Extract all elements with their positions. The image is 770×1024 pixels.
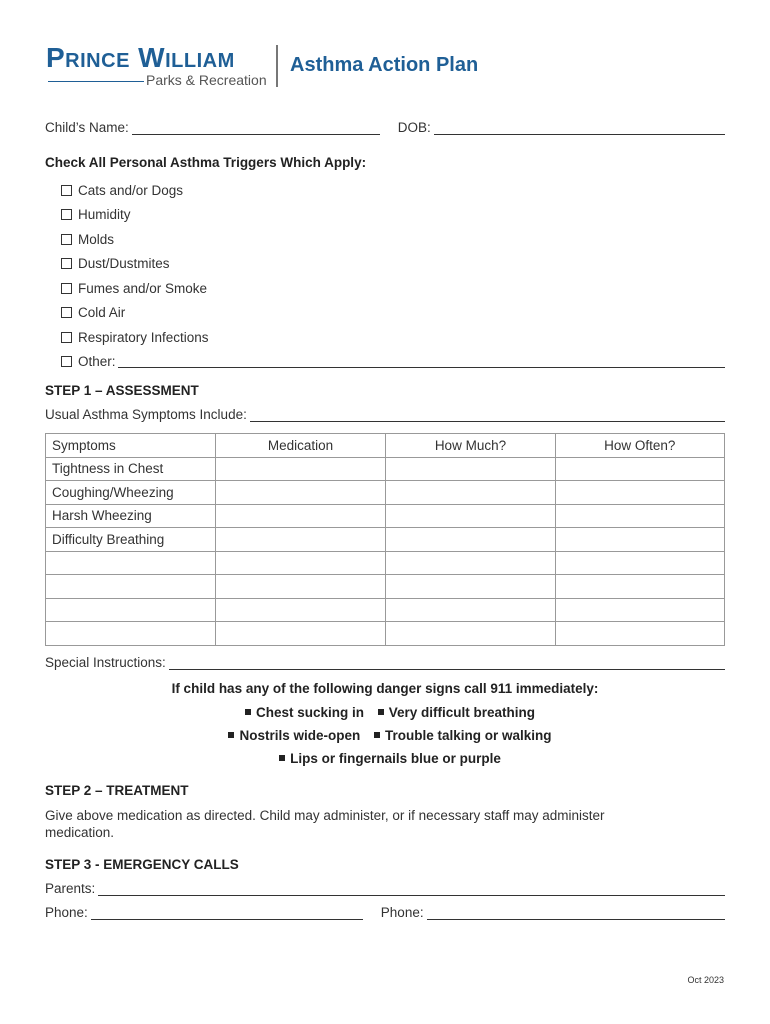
trigger-label: Molds — [78, 231, 115, 247]
th-how-often: How Often? — [555, 434, 724, 458]
bullet-square-icon — [245, 709, 251, 715]
how-often-cell[interactable] — [555, 504, 724, 528]
symptom-cell: Harsh Wheezing — [46, 504, 216, 528]
danger-sign: Very difficult breathing — [388, 705, 536, 720]
how-much-cell[interactable] — [386, 528, 555, 552]
org-logo-name: Prince William — [46, 42, 235, 73]
medication-cell[interactable] — [215, 598, 385, 622]
dob-field[interactable] — [434, 122, 725, 135]
logo-rule — [48, 81, 144, 82]
usual-symptoms-field[interactable] — [250, 409, 725, 422]
trigger-label: Cold Air — [78, 305, 126, 321]
trigger-label: Fumes and/or Smoke — [78, 280, 208, 296]
danger-sign: Lips or fingernails blue or purple — [290, 751, 501, 766]
footer-date: Oct 2023 — [687, 975, 724, 985]
bullet-square-icon — [374, 732, 380, 738]
how-often-cell[interactable] — [555, 481, 724, 505]
bullet-square-icon — [378, 709, 384, 715]
table-row — [46, 457, 725, 481]
danger-signs-title: If child has any of the following danger signs call 911 immediately: — [171, 681, 599, 696]
symptom-cell[interactable] — [46, 575, 216, 599]
trigger-item-other[interactable] — [61, 350, 725, 375]
step1-heading: STEP 1 – ASSESSMENT — [45, 383, 199, 398]
checkbox-icon[interactable] — [61, 307, 72, 318]
danger-sign: Nostrils wide-open — [239, 728, 361, 743]
usual-symptoms-row — [45, 407, 725, 422]
checkbox-icon[interactable] — [61, 234, 72, 245]
medication-cell[interactable] — [215, 457, 385, 481]
trigger-item-cold-air[interactable] — [61, 301, 725, 326]
symptom-cell[interactable] — [46, 598, 216, 622]
symptom-cell: Tightness in Chest — [46, 457, 216, 481]
how-often-cell[interactable] — [555, 598, 724, 622]
medication-cell[interactable] — [215, 528, 385, 552]
how-much-cell[interactable] — [386, 575, 555, 599]
how-much-cell[interactable] — [386, 551, 555, 575]
step2-text: Give above medication as directed. Child may administer, or if necessary staff may administer medication. — [45, 808, 605, 840]
trigger-item-respiratory[interactable] — [61, 325, 725, 350]
trigger-other-field[interactable] — [118, 355, 725, 368]
trigger-label: Dust/Dustmites — [78, 256, 170, 272]
how-much-cell[interactable] — [386, 504, 555, 528]
dob-label: DOB: — [397, 120, 431, 135]
table-row — [46, 575, 725, 599]
trigger-label: Humidity — [78, 207, 131, 223]
header-divider — [276, 45, 278, 87]
trigger-item-dust[interactable] — [61, 252, 725, 277]
trigger-item-fumes-smoke[interactable] — [61, 276, 725, 301]
table-header-row — [46, 434, 725, 458]
phone-row — [45, 905, 725, 920]
step3-heading: STEP 3 - EMERGENCY CALLS — [45, 857, 239, 872]
triggers-heading: Check All Personal Asthma Triggers Which Apply: — [45, 155, 367, 170]
symptom-cell[interactable] — [46, 551, 216, 575]
table-row — [46, 551, 725, 575]
checkbox-icon[interactable] — [61, 332, 72, 343]
how-often-cell[interactable] — [555, 457, 724, 481]
child-name-label: Child’s Name: — [45, 120, 129, 135]
checkbox-icon[interactable] — [61, 258, 72, 269]
symptom-cell: Coughing/Wheezing — [46, 481, 216, 505]
checkbox-icon[interactable] — [61, 356, 72, 367]
org-logo-subtitle: Parks & Recreation — [146, 72, 267, 88]
table-row — [46, 481, 725, 505]
how-much-cell[interactable] — [386, 457, 555, 481]
how-often-cell[interactable] — [555, 551, 724, 575]
danger-sign: Trouble talking or walking — [385, 728, 552, 743]
table-row — [46, 598, 725, 622]
table-row — [46, 622, 725, 646]
bullet-square-icon — [279, 755, 285, 761]
special-instructions-field[interactable] — [169, 657, 725, 670]
danger-sign: Chest sucking in — [255, 705, 364, 720]
how-much-cell[interactable] — [386, 481, 555, 505]
special-instructions-label: Special Instructions: — [45, 655, 166, 670]
usual-symptoms-label: Usual Asthma Symptoms Include: — [45, 407, 247, 422]
table-row — [46, 528, 725, 552]
phone-field-2[interactable] — [427, 907, 725, 920]
medication-cell[interactable] — [215, 575, 385, 599]
checkbox-icon[interactable] — [61, 209, 72, 220]
th-medication: Medication — [215, 434, 385, 458]
how-much-cell[interactable] — [386, 622, 555, 646]
medication-cell[interactable] — [215, 481, 385, 505]
child-name-field[interactable] — [132, 122, 380, 135]
phone-label-1: Phone: — [45, 905, 88, 920]
danger-signs-line — [0, 728, 770, 743]
how-often-cell[interactable] — [555, 575, 724, 599]
phone-label-2: Phone: — [380, 905, 424, 920]
table-row — [46, 504, 725, 528]
special-instructions-row — [45, 655, 725, 670]
parents-field[interactable] — [98, 883, 725, 896]
th-symptoms: Symptoms — [46, 434, 216, 458]
medication-cell[interactable] — [215, 504, 385, 528]
checkbox-icon[interactable] — [61, 283, 72, 294]
trigger-label: Cats and/or Dogs — [78, 182, 184, 198]
medication-cell[interactable] — [215, 622, 385, 646]
symptom-cell: Difficulty Breathing — [46, 528, 216, 552]
parents-row — [45, 881, 725, 896]
phone-field-1[interactable] — [91, 907, 363, 920]
step2-heading: STEP 2 – TREATMENT — [45, 783, 189, 798]
symptom-cell[interactable] — [46, 622, 216, 646]
child-info-row — [45, 120, 725, 135]
parents-label: Parents: — [45, 881, 96, 896]
how-much-cell[interactable] — [386, 598, 555, 622]
trigger-item-humidity[interactable] — [61, 203, 725, 228]
trigger-label: Respiratory Infections — [78, 329, 209, 345]
symptoms-table — [45, 433, 725, 646]
trigger-other-label: Other: — [78, 354, 116, 370]
danger-signs-line — [0, 705, 770, 720]
danger-signs-line — [0, 751, 770, 766]
trigger-item-cats-dogs[interactable] — [61, 178, 725, 203]
trigger-item-molds[interactable] — [61, 227, 725, 252]
bullet-square-icon — [228, 732, 234, 738]
checkbox-icon[interactable] — [61, 185, 72, 196]
how-often-cell[interactable] — [555, 528, 724, 552]
medication-cell[interactable] — [215, 551, 385, 575]
trigger-list — [61, 178, 725, 374]
document-title: Asthma Action Plan — [290, 54, 479, 76]
th-how-much: How Much? — [386, 434, 555, 458]
how-often-cell[interactable] — [555, 622, 724, 646]
